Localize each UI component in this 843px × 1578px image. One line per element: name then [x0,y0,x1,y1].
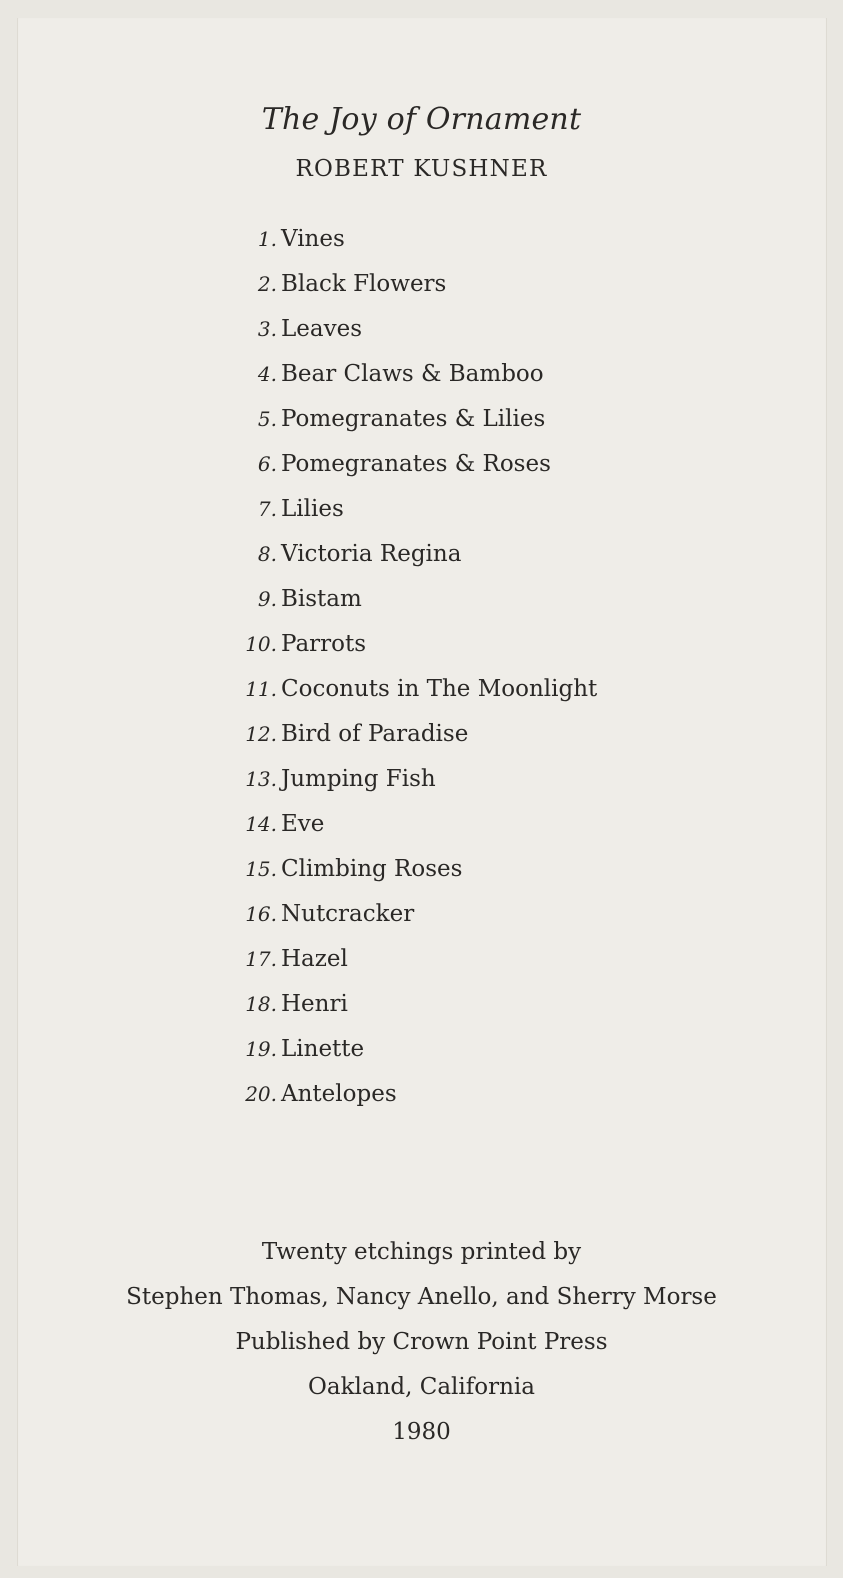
plate-item [0,400,843,445]
plate-number: 1. [257,227,277,251]
plate-name: Pomegranates & Lilies [281,406,546,432]
plate-name: Hazel [281,946,348,972]
plate-number: 11. [245,677,277,701]
plate-number: 17. [245,947,277,971]
plate-name: Bear Claws & Bamboo [281,361,544,387]
plate-number: 13. [245,767,277,791]
plate-number: 9. [257,587,277,611]
plate-number: 15. [245,857,277,881]
plate-item [0,1030,843,1075]
colophon-publisher: Published by Crown Point Press [235,1329,608,1355]
plate-item [0,895,843,940]
plate-name: Lilies [281,496,344,522]
plate-number: 3. [257,317,277,341]
plate-name: Henri [281,991,348,1017]
colophon-printed-by: Twenty etchings printed by [261,1239,582,1265]
plate-number: 12. [245,722,277,746]
plate-item [0,760,843,805]
plate-name: Linette [281,1036,365,1062]
plate-item [0,265,843,310]
plate-number: 2. [257,272,277,296]
plate-item [0,625,843,670]
plate-item [0,355,843,400]
plate-item [0,715,843,760]
plate-name: Vines [281,226,345,252]
plate-name: Bistam [281,586,362,612]
plate-number: 20. [245,1082,277,1106]
plate-name: Climbing Roses [281,856,463,882]
plate-item [0,580,843,625]
plate-item [0,1075,843,1120]
plate-number: 14. [245,812,277,836]
plate-item [0,940,843,985]
plate-item [0,670,843,715]
colophon-printers: Stephen Thomas, Nancy Anello, and Sherry Morse [126,1284,717,1310]
plate-name: Leaves [281,316,363,342]
plate-item [0,445,843,490]
plate-name: Parrots [281,631,367,657]
plate-name: Pomegranates & Roses [281,451,551,477]
plate-number: 6. [257,452,277,476]
colophon-year: 1980 [392,1419,451,1445]
plate-name: Antelopes [281,1081,397,1107]
plate-name: Bird of Paradise [281,721,469,747]
plate-number: 5. [257,407,277,431]
plate-name: Black Flowers [281,271,447,297]
plate-number: 4. [257,362,277,386]
plate-name: Nutcracker [281,901,415,927]
plate-name: Jumping Fish [281,766,436,792]
plate-number: 8. [257,542,277,566]
plate-item [0,985,843,1030]
plate-number: 10. [245,632,277,656]
plate-name: Victoria Regina [281,541,462,567]
colophon-location: Oakland, California [308,1374,535,1400]
colophon [0,1232,843,1457]
plate-item [0,490,843,535]
plate-number: 7. [257,497,277,521]
portfolio-title: The Joy of Ornament [261,102,582,137]
plate-name: Coconuts in The Moonlight [281,676,598,702]
plate-number: 18. [245,992,277,1016]
plate-item [0,535,843,580]
plate-list [0,220,843,1120]
plate-item [0,310,843,355]
plate-item [0,805,843,850]
plate-name: Eve [281,811,325,837]
artist-name: ROBERT KUSHNER [295,156,548,182]
plate-number: 19. [245,1037,277,1061]
plate-item [0,220,843,265]
plate-number: 16. [245,902,277,926]
plate-item [0,850,843,895]
